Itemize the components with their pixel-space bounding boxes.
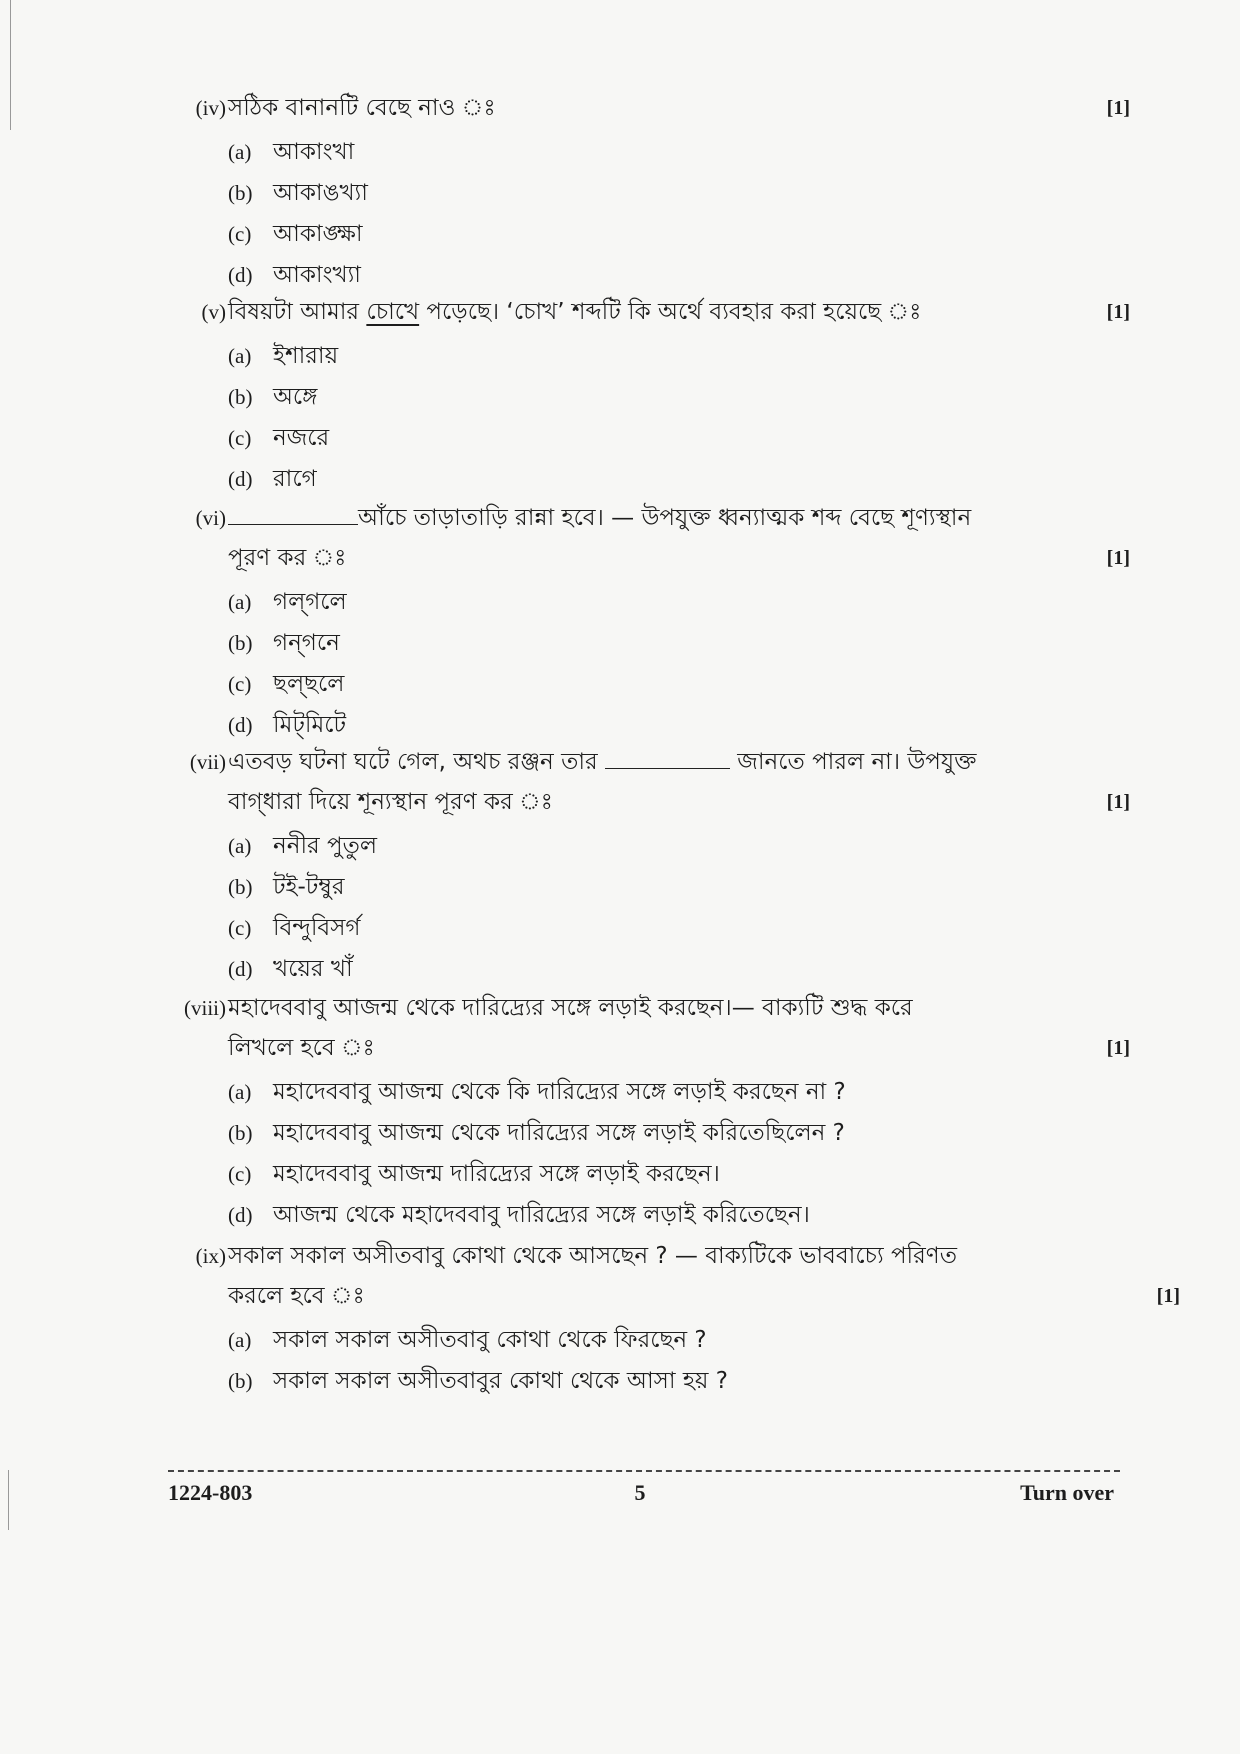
question-vii bbox=[170, 742, 1130, 990]
question-v bbox=[170, 292, 1130, 500]
question-text-line2: বাগ্‌ধারা দিয়ে শূন্যস্থান পূরণ কর ঃ bbox=[228, 789, 553, 815]
option-b bbox=[170, 623, 1130, 664]
option-b bbox=[170, 1113, 1130, 1154]
question-text: সকাল সকাল অসীতবাবু কোথা থেকে আসছেন ? — বাক্যটিকে ভাববাচ্যে পরিণত bbox=[228, 1243, 957, 1269]
option-d bbox=[170, 949, 1130, 990]
option-label: (b) bbox=[228, 181, 253, 205]
marks-label: [1] bbox=[1106, 97, 1130, 119]
option-text: আকাঙ্ক্ষা bbox=[273, 221, 363, 247]
option-text: আকাংখা bbox=[273, 139, 355, 165]
option-label: (a) bbox=[228, 834, 252, 858]
question-text bbox=[228, 498, 1070, 538]
scan-edge-mark bbox=[10, 0, 11, 130]
option-text: নজরে bbox=[273, 425, 330, 451]
question-vi bbox=[170, 498, 1130, 746]
option-label: (d) bbox=[228, 713, 253, 737]
question-number: (vii) bbox=[189, 750, 226, 774]
option-c bbox=[170, 418, 1130, 459]
option-label: (c) bbox=[228, 222, 252, 246]
paper-code: 1224-803 bbox=[168, 1480, 253, 1505]
option-label: (c) bbox=[228, 916, 252, 940]
option-label: (c) bbox=[228, 1162, 252, 1186]
marks-label: [1] bbox=[1106, 301, 1130, 323]
option-label: (b) bbox=[228, 1369, 253, 1393]
option-text: আজন্ম থেকে মহাদেববাবু দারিদ্র্যের সঙ্গে লড়াই করিতেছেন। bbox=[273, 1202, 810, 1228]
option-label: (d) bbox=[228, 1203, 253, 1227]
option-label: (b) bbox=[228, 385, 253, 409]
option-label: (c) bbox=[228, 426, 252, 450]
option-label: (d) bbox=[228, 957, 253, 981]
option-label: (b) bbox=[228, 631, 253, 655]
question-text: মহাদেববাবু আজন্ম থেকে দারিদ্র্যের সঙ্গে লড়াই করছেন।— বাক্যটি শুদ্ধ করে bbox=[228, 995, 913, 1021]
option-text: আকাঙখ্যা bbox=[273, 180, 368, 206]
option-label: (a) bbox=[228, 1080, 252, 1104]
option-text: মিট্‌মিটে bbox=[273, 712, 347, 738]
question-text-line2: লিখলে হবে ঃ bbox=[228, 1035, 375, 1061]
option-text: আকাংখ্যা bbox=[273, 262, 361, 288]
question-text bbox=[228, 292, 1070, 332]
option-a bbox=[170, 336, 1130, 377]
question-number: (v) bbox=[201, 300, 226, 324]
question-number: (vi) bbox=[195, 506, 226, 530]
option-a bbox=[170, 1320, 1180, 1361]
scan-edge-mark bbox=[8, 1470, 9, 1530]
option-a bbox=[170, 132, 1130, 173]
option-b bbox=[170, 377, 1130, 418]
option-text: টই-টম্বুর bbox=[273, 874, 345, 900]
turn-over-label: Turn over bbox=[1020, 1480, 1114, 1505]
question-ix bbox=[170, 1236, 1180, 1402]
question-number: (ix) bbox=[195, 1244, 226, 1268]
question-text-part: আঁচে তাড়াতাড়ি রান্না হবে। — উপযুক্ত ধ্বন্যাত্মক শব্দ বেছে শূণ্যস্থান bbox=[358, 505, 972, 531]
fill-blank bbox=[605, 744, 730, 769]
question-text-part: জানতে পারল না। উপযুক্ত bbox=[729, 749, 977, 775]
option-c bbox=[170, 1154, 1130, 1195]
option-d bbox=[170, 255, 1130, 296]
option-text: সকাল সকাল অসীতবাবুর কোথা থেকে আসা হয় ? bbox=[273, 1368, 728, 1394]
option-c bbox=[170, 908, 1130, 949]
option-label: (d) bbox=[228, 467, 253, 491]
marks-label: [1] bbox=[1106, 547, 1130, 569]
option-d bbox=[170, 705, 1130, 746]
marks-label: [1] bbox=[1106, 791, 1130, 813]
question-text-part: এতবড় ঘটনা ঘটে গেল, অথচ রঞ্জন তার bbox=[228, 749, 605, 775]
option-text: মহাদেববাবু আজন্ম থেকে দারিদ্র্যের সঙ্গে লড়াই করিতেছিলেন ? bbox=[273, 1120, 845, 1146]
question-number: (viii) bbox=[184, 996, 226, 1020]
underlined-word: চোখে bbox=[366, 299, 420, 325]
option-b bbox=[170, 1361, 1180, 1402]
question-text-line2: পূরণ কর ঃ bbox=[228, 545, 347, 571]
option-text: খয়ের খাঁ bbox=[273, 956, 353, 982]
option-label: (a) bbox=[228, 590, 252, 614]
option-label: (d) bbox=[228, 263, 253, 287]
option-text: ননীর পুতুল bbox=[273, 833, 378, 859]
question-text-part: বিষয়টা আমার bbox=[228, 299, 367, 325]
option-label: (b) bbox=[228, 875, 253, 899]
option-text: বিন্দুবিসর্গ bbox=[273, 915, 361, 941]
option-text: মহাদেববাবু আজন্ম থেকে কি দারিদ্র্যের সঙ্গে লড়াই করছেন না ? bbox=[273, 1079, 846, 1105]
option-a bbox=[170, 582, 1130, 623]
option-label: (b) bbox=[228, 1121, 253, 1145]
option-text: ছল্‌ছলে bbox=[273, 671, 345, 697]
option-text: রাগে bbox=[273, 466, 317, 492]
question-viii bbox=[170, 988, 1130, 1236]
option-text: সকাল সকাল অসীতবাবু কোথা থেকে ফিরছেন ? bbox=[273, 1327, 707, 1353]
question-number: (iv) bbox=[195, 96, 226, 120]
marks-label: [1] bbox=[1106, 1037, 1130, 1059]
question-text bbox=[228, 742, 1070, 782]
option-text: মহাদেববাবু আজন্ম দারিদ্র্যের সঙ্গে লড়াই করছেন। bbox=[273, 1161, 720, 1187]
option-text: অঙ্গে bbox=[273, 384, 318, 410]
option-d bbox=[170, 1195, 1130, 1236]
footer-divider bbox=[168, 1470, 1120, 1472]
option-a bbox=[170, 1072, 1130, 1113]
option-d bbox=[170, 459, 1130, 500]
option-c bbox=[170, 664, 1130, 705]
question-text-part: পড়েছে। ‘চোখ’ শব্দটি কি অর্থে ব্যবহার করা হয়েছে ঃ bbox=[419, 299, 922, 325]
option-text: গল্‌গলে bbox=[273, 589, 347, 615]
option-label: (a) bbox=[228, 140, 252, 164]
option-text: গন্‌গনে bbox=[273, 630, 340, 656]
fill-blank bbox=[228, 500, 358, 525]
option-label: (a) bbox=[228, 1328, 252, 1352]
option-b bbox=[170, 173, 1130, 214]
option-text: ইশারায় bbox=[273, 343, 339, 369]
question-text: সঠিক বানানটি বেছে নাও ঃ bbox=[228, 95, 496, 121]
question-iv bbox=[170, 88, 1130, 296]
marks-label: [1] bbox=[1156, 1285, 1180, 1307]
question-text-line2: করলে হবে ঃ bbox=[228, 1283, 365, 1309]
option-b bbox=[170, 867, 1130, 908]
option-label: (a) bbox=[228, 344, 252, 368]
page-number: 5 bbox=[634, 1480, 646, 1505]
option-c bbox=[170, 214, 1130, 255]
option-a bbox=[170, 826, 1130, 867]
option-label: (c) bbox=[228, 672, 252, 696]
